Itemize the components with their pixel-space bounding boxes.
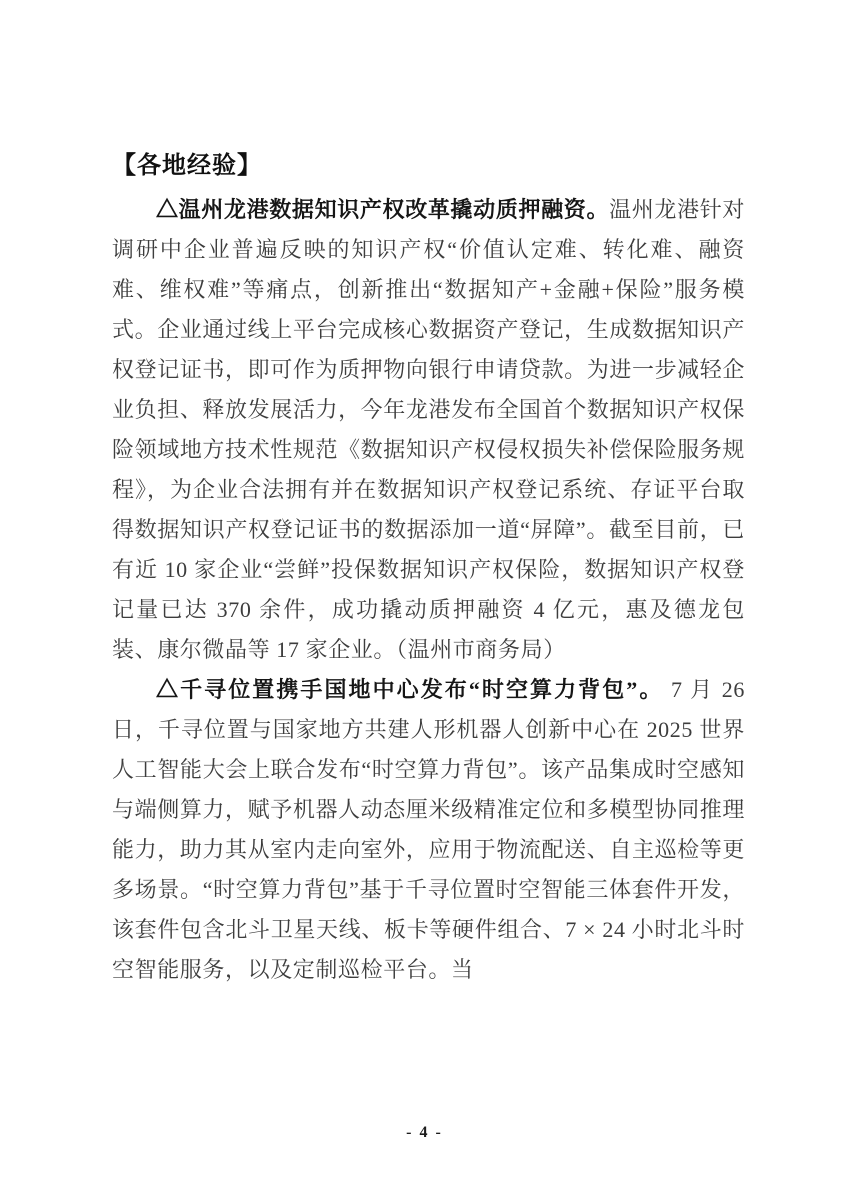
section-heading: 【各地经验】: [112, 152, 262, 179]
document-content: [112, 146, 745, 990]
paragraph-lead: △千寻位置携手国地中心发布“时空算力背包”。: [156, 677, 664, 702]
paragraph-body: 7 月 26 日，千寻位置与国家地方共建人形机器人创新中心在 2025 世界人工智能大会上联合发布“时空算力背包”。该产品集成时空感知与端侧算力，赋予机器人动态厘米级精准定位和多模型协同推理能力，助力其从室内走向室外，应用于物流配送、自主巡检等更多场景。“时空算力背包”基于千寻位置时空智能三体套件开发，该套件包含北斗卫星天线、板卡等硬件组合、7 × 24 小时北斗时空智能服务，以及定制巡检平台。当: [112, 677, 745, 982]
paragraph-lead: △温州龙港数据知识产权改革撬动质押融资。: [156, 197, 610, 222]
paragraph-body: 温州龙港针对调研中企业普遍反映的知识产权“价值认定难、转化难、融资难、维权难”等痛点，创新推出“数据知产+金融+保险”服务模式。企业通过线上平台完成核心数据资产登记，生成数据知识产权登记证书，即可作为质押物向银行申请贷款。为进一步减轻企业负担、释放发展活力，今年龙港发布全国首个数据知识产权保险领域地方技术性规范《数据知识产权侵权损失补偿保险服务规程》，为企业合法拥有并在数据知识产权登记系统、存证平台取得数据知识产权登记证书的数据添加一道“屏障”。截至目前，已有近 10 家企业“尝鲜”投保数据知识产权保险，数据知识产权登记量已达 370 余件，成功撬动质押融资 4 亿元，惠及德龙包装、康尔微晶等 17 家企业。（温州市商务局）: [112, 197, 745, 662]
paragraph: [112, 190, 745, 670]
page-number: - 4 -: [406, 1124, 443, 1141]
page-footer: [0, 1124, 849, 1142]
paragraph: [112, 670, 745, 990]
